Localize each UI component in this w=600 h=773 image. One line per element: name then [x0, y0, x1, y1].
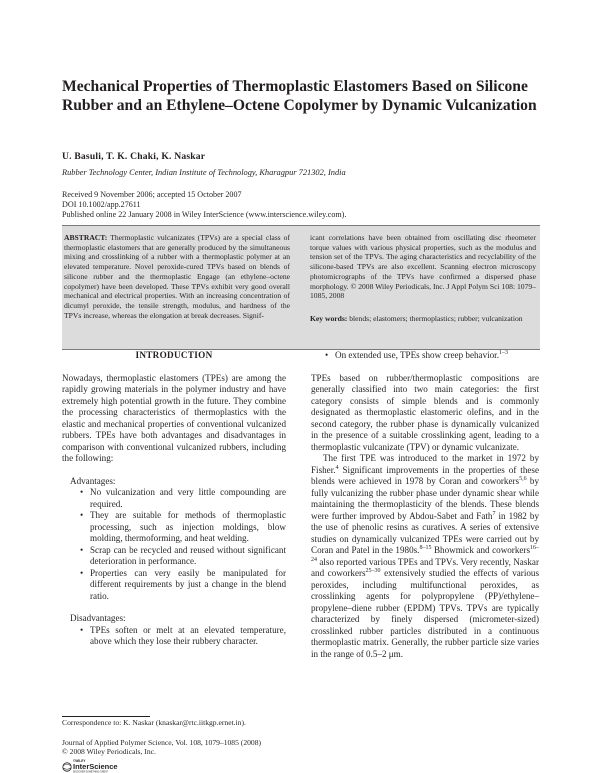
- advantages-list: [62, 487, 286, 602]
- advantages-label: Advantages:: [70, 475, 116, 486]
- journal-line: Journal of Applied Polymer Science, Vol. 108, 1079–1085 (2008): [62, 738, 262, 747]
- abstract-label: ABSTRACT:: [64, 233, 108, 242]
- logo-tagline: DISCOVER SOMETHING GREAT: [73, 771, 108, 773]
- reference-sup: 5,6: [519, 475, 527, 482]
- journal-citation: [62, 738, 261, 756]
- reference-sup: 25–30: [365, 567, 381, 574]
- correspondence-footnote: Correspondence to: K. Naskar (knaskar@rtc.iitkgp.ernet.in).: [62, 718, 246, 727]
- right-column: [311, 350, 539, 660]
- text-run: extensively studied the effects of various peroxides, including multifunctional peroxides, as crosslinking agents for polypropylene (PP)/ethylene–propylene–diene rubber (EPDM) TPVs. TPVs are typically characterized by finely dispersed (micrometer-sized) crosslinked rubber particles distributed in a continuous thermoplastic matrix. Generally, the rubber particle size varies in the range of 0.5–2 μm.: [311, 568, 539, 659]
- keywords: [310, 314, 536, 324]
- text-run: in 1982 by the use of phenolic resins as curatives. A series of extensive studies on dynamically vulcanized TPEs were carried out by Coran and Patel in the 1980s.: [311, 510, 539, 555]
- article-title: Mechanical Properties of Thermoplastic Elastomers Based on Silicone Rubber and an Ethylene–Octene Copolymer by Dynamic Vulcanization: [62, 78, 537, 114]
- list-item: • TPEs soften or melt at an elevated temperature, above which they lose their rubbery character.: [90, 625, 286, 648]
- text-run: Significant improvements in the properties of these blends were achieved in 1978 by Coran and coworkers: [311, 464, 539, 486]
- footnote-rule: [62, 716, 150, 717]
- received-line: Received 9 November 2006; accepted 15 October 2007: [62, 190, 242, 199]
- text-run: Bhowmick and coworkers: [431, 545, 530, 555]
- abstract-text-left: Thermoplastic vulcanizates (TPVs) are a special class of thermoplastic elastomers that are generally produced by the simultaneous mixing and crosslinking of a rubber with a thermoplastic polymer at an elevated temperature. Novel peroxide-cured TPVs based on blends of silicone rubber and the thermoplastic Engage (an ethylene–octene copolymer) have been developed. These TPVs exhibit very good overall mechanical and electrical properties. With an increasing concentration of dicumyl peroxide, the tensile strength, modulus, and hardness of the TPVs increase, whereas the elongation at break decreases. Signif-: [64, 233, 290, 320]
- published-line: Published online 22 January 2008 in Wiley InterScience (www.interscience.wiley.com).: [62, 210, 347, 219]
- abstract-left-column: [64, 233, 290, 320]
- reference-sup: 8–15: [419, 544, 432, 551]
- keywords-label: Key words:: [310, 313, 348, 323]
- creep-bullet-text: On extended use, TPEs show creep behavior.: [335, 350, 499, 360]
- intro-paragraph-3: [311, 453, 539, 660]
- reference-sup: 4: [335, 464, 339, 471]
- list-item: • Scrap can be recycled and reused without significant deterioration in performance.: [90, 545, 286, 568]
- intro-paragraph-1: Nowadays, thermoplastic elastomers (TPEs) are among the rapidly growing materials in the polymer industry and have extremely high potential growth in the future. They combine the processing characteristics of thermoplastics with the elastic and mechanical properties of conventional vulcanized rubbers. TPEs have both advantages and disadvantages in comparison with conventional vulcanized rubbers, including the following:: [62, 372, 286, 463]
- abstract-text-right: icant correlations have been obtained from oscillating disc rheometer torque values with various physical properties, such as the modulus and tension set of the TPVs. The aging characteristics and recyclability of the silicone-based TPVs are also excellent. Scanning electron microscopy photomicrographs of the TPVs have confirmed a dispersed phase morphology. © 2008 Wiley Periodicals, Inc. J Appl Polym Sci 108: 1079–1085, 2008: [310, 233, 536, 301]
- reference-sup: 1–3: [499, 349, 508, 356]
- logo-wiley-text: ©WILEY: [73, 759, 86, 763]
- publication-history: [62, 190, 346, 220]
- text-run: The first TPE was introduced to the market in 1972 by Fisher.: [311, 453, 539, 475]
- disadvantages-label: Disadvantages:: [70, 613, 126, 623]
- list-item: [311, 350, 539, 362]
- abstract-right-column: [310, 233, 536, 324]
- left-column: [62, 350, 286, 648]
- affiliation: Rubber Technology Center, Indian Institute of Technology, Kharagpur 721302, India: [62, 168, 346, 177]
- keywords-list: blends; elastomers; thermoplastics; rubber; vulcanization: [349, 313, 523, 323]
- text-run: also reported various TPEs and TPVs. Very recently, Naskar and coworkers: [311, 556, 539, 578]
- authors: U. Basuli, T. K. Chaki, K. Naskar: [62, 151, 206, 162]
- copyright-line: © 2008 Wiley Periodicals, Inc.: [62, 747, 156, 757]
- disadvantages-list: [62, 625, 286, 648]
- list-item: • No vulcanization and very little compounding are required.: [90, 487, 286, 510]
- list-item: • Properties can very easily be manipulated for different requirements by just a change in the blend ratio.: [90, 568, 286, 603]
- doi-line: DOI 10.1002/app.27611: [62, 200, 141, 209]
- logo-main-text: InterScience: [73, 762, 118, 771]
- text-run: by fully vulcanizing the rubber phase under dynamic shear while maintaining the thermoplasticity of the blends. These blends were further improved by Abdou-Sabet and Fath: [311, 476, 539, 521]
- list-item: • They are suitable for methods of thermoplastic processing, such as injection moldings, blow molding, thermoforming, and heat welding.: [90, 510, 286, 545]
- section-heading-introduction: INTRODUCTION: [135, 350, 213, 360]
- reference-sup: 16–24: [311, 544, 539, 563]
- reference-sup: 7: [492, 510, 496, 517]
- intro-paragraph-2: TPEs based on rubber/thermoplastic compositions are generally classified into two main categories: the first category consists of simple blends and is commonly designated as thermoplastic elastomeric olefins, and in the second category, the rubber phase is dynamically vulcanized in the presence of a suitable crosslinking agent, leading to a thermoplastic vulcanizate (TPV) or dynamic vulcanizate.: [311, 372, 539, 452]
